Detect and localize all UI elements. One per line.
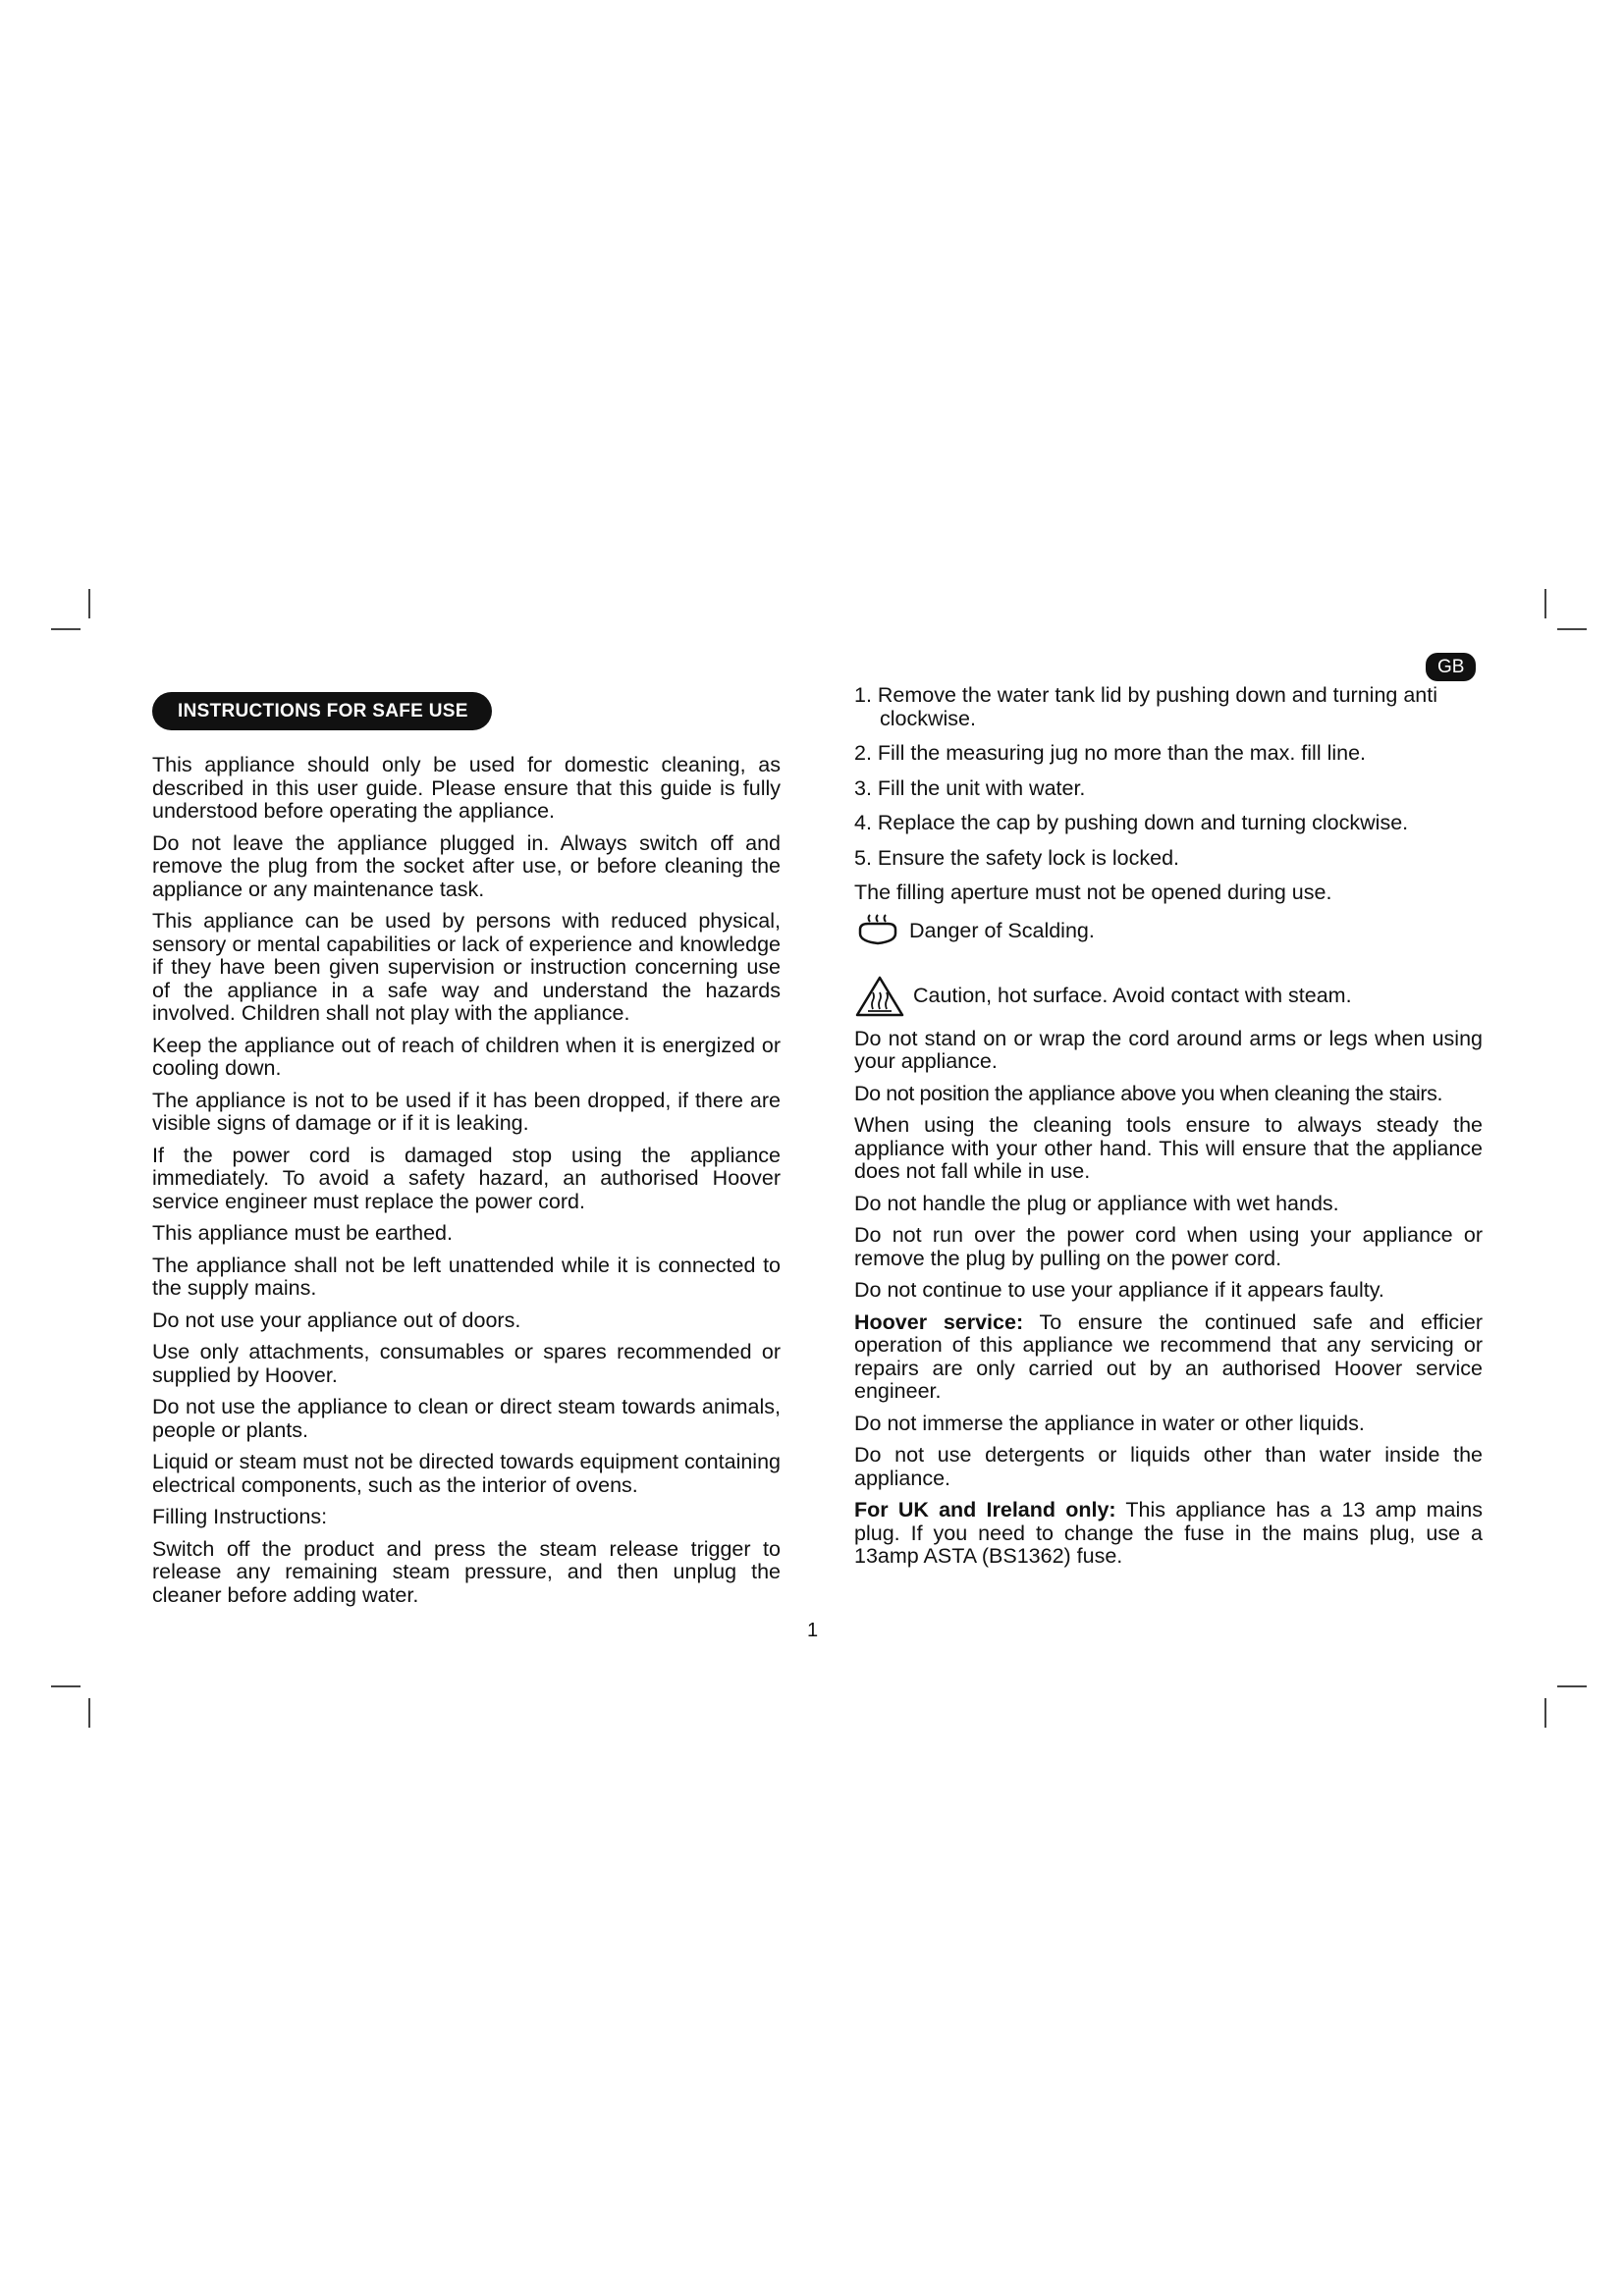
crop-mark bbox=[1557, 628, 1587, 630]
paragraph: When using the cleaning tools ensure to always steady the appliance with your other hand. This will ensure that the appliance does not fall while in use. bbox=[854, 1113, 1483, 1183]
crop-mark bbox=[1544, 589, 1546, 618]
uk-ireland-paragraph bbox=[854, 1499, 1483, 1569]
language-badge: GB bbox=[1426, 653, 1476, 681]
paragraph: The appliance is not to be used if it has been dropped, if there are visible signs of damage or if it is leaking. bbox=[152, 1088, 781, 1135]
hoover-service-label: Hoover service: bbox=[854, 1309, 1024, 1334]
crop-mark bbox=[51, 1685, 81, 1687]
page-number: 1 bbox=[807, 1620, 819, 1641]
paragraph: Do not run over the power cord when using your appliance or remove the plug by pulling on the power cord. bbox=[854, 1223, 1483, 1270]
crop-mark bbox=[88, 589, 90, 618]
paragraph: Do not stand on or wrap the cord around arms or legs when using your appliance. bbox=[854, 1026, 1483, 1073]
scald-warning bbox=[854, 914, 1483, 949]
right-column bbox=[854, 684, 1483, 1577]
step-item: 3. Fill the unit with water. bbox=[854, 775, 1086, 800]
paragraph: Do not continue to use your appliance if it appears faulty. bbox=[854, 1278, 1384, 1302]
filling-instructions-heading: Filling Instructions: bbox=[152, 1505, 328, 1528]
crop-mark bbox=[88, 1698, 90, 1728]
section-title: INSTRUCTIONS FOR SAFE USE bbox=[152, 692, 492, 730]
crop-mark bbox=[1544, 1698, 1546, 1728]
step-item: 2. Fill the measuring jug no more than the max. fill line. bbox=[854, 741, 1367, 765]
hot-surface-warning bbox=[854, 975, 1483, 1018]
paragraph: This appliance can be used by persons with reduced physical, sensory or mental capabilities or lack of experience and knowledge if they have been given supervision or instruction concerning use of the appliance in a safe way and understand the hazards involved. Children shall not play with the appliance. bbox=[152, 909, 781, 1025]
paragraph: Use only attachments, consumables or spares recommended or supplied by Hoover. bbox=[152, 1340, 781, 1387]
paragraph: This appliance should only be used for domestic cleaning, as described in this user guide. Please ensure that this guide is fully understood before operating the appliance. bbox=[152, 753, 781, 823]
hot-surface-warning-icon bbox=[854, 975, 905, 1018]
step-item: 5. Ensure the safety lock is locked. bbox=[854, 845, 1180, 870]
step-item: 1. Remove the water tank lid by pushing down and turning anti clockwise. bbox=[854, 683, 1438, 730]
paragraph: Keep the appliance out of reach of children when it is energized or cooling down. bbox=[152, 1033, 781, 1080]
paragraph: Do not use your appliance out of doors. bbox=[152, 1308, 521, 1332]
paragraph: The appliance shall not be left unattended while it is connected to the supply mains. bbox=[152, 1253, 781, 1300]
paragraph: This appliance must be earthed. bbox=[152, 1221, 453, 1245]
step-item: 4. Replace the cap by pushing down and turning clockwise. bbox=[854, 811, 1409, 834]
paragraph: Do not use detergents or liquids other than water inside the appliance. bbox=[854, 1443, 1483, 1490]
steam-scald-icon bbox=[854, 914, 901, 949]
paragraph: Do not use the appliance to clean or direct steam towards animals, people or plants. bbox=[152, 1395, 781, 1442]
paragraph: If the power cord is damaged stop using the appliance immediately. To avoid a safety hazard, an authorised Hoover service engineer must replace the power cord. bbox=[152, 1143, 781, 1213]
left-column bbox=[152, 692, 781, 1616]
crop-mark bbox=[1557, 1685, 1587, 1687]
uk-ireland-label: For UK and Ireland only: bbox=[854, 1498, 1116, 1522]
scald-text: Danger of Scalding. bbox=[909, 918, 1095, 942]
paragraph: Switch off the product and press the steam release trigger to release any remaining steam pressure, and then unplug the cleaner before adding water. bbox=[152, 1536, 781, 1607]
paragraph: Do not position the appliance above you when cleaning the stairs. bbox=[854, 1081, 1443, 1105]
hoover-service-text: To ensure the continued safe and efficier operation of this appliance we recommend that any servicing or repairs are only carried out by an authorised Hoover service engineer. bbox=[854, 1309, 1483, 1403]
paragraph: Liquid or steam must not be directed towards equipment containing electrical components, such as the interior of ovens. bbox=[152, 1450, 781, 1497]
crop-mark bbox=[51, 628, 81, 630]
uk-ireland-text: This appliance has a 13 amp mains plug. If you need to change the fuse in the mains plug, use a 13amp ASTA (BS1362) fuse. bbox=[854, 1498, 1483, 1568]
hot-surface-text: Caution, hot surface. Avoid contact with steam. bbox=[913, 983, 1352, 1007]
paragraph: Do not handle the plug or appliance with wet hands. bbox=[854, 1191, 1339, 1215]
paragraph: The filling aperture must not be opened during use. bbox=[854, 881, 1332, 904]
paragraph: Do not immerse the appliance in water or other liquids. bbox=[854, 1411, 1365, 1435]
hoover-service-paragraph bbox=[854, 1311, 1483, 1404]
paragraph: Do not leave the appliance plugged in. Always switch off and remove the plug from the socket after use, or before cleaning the appliance or any maintenance task. bbox=[152, 830, 781, 901]
